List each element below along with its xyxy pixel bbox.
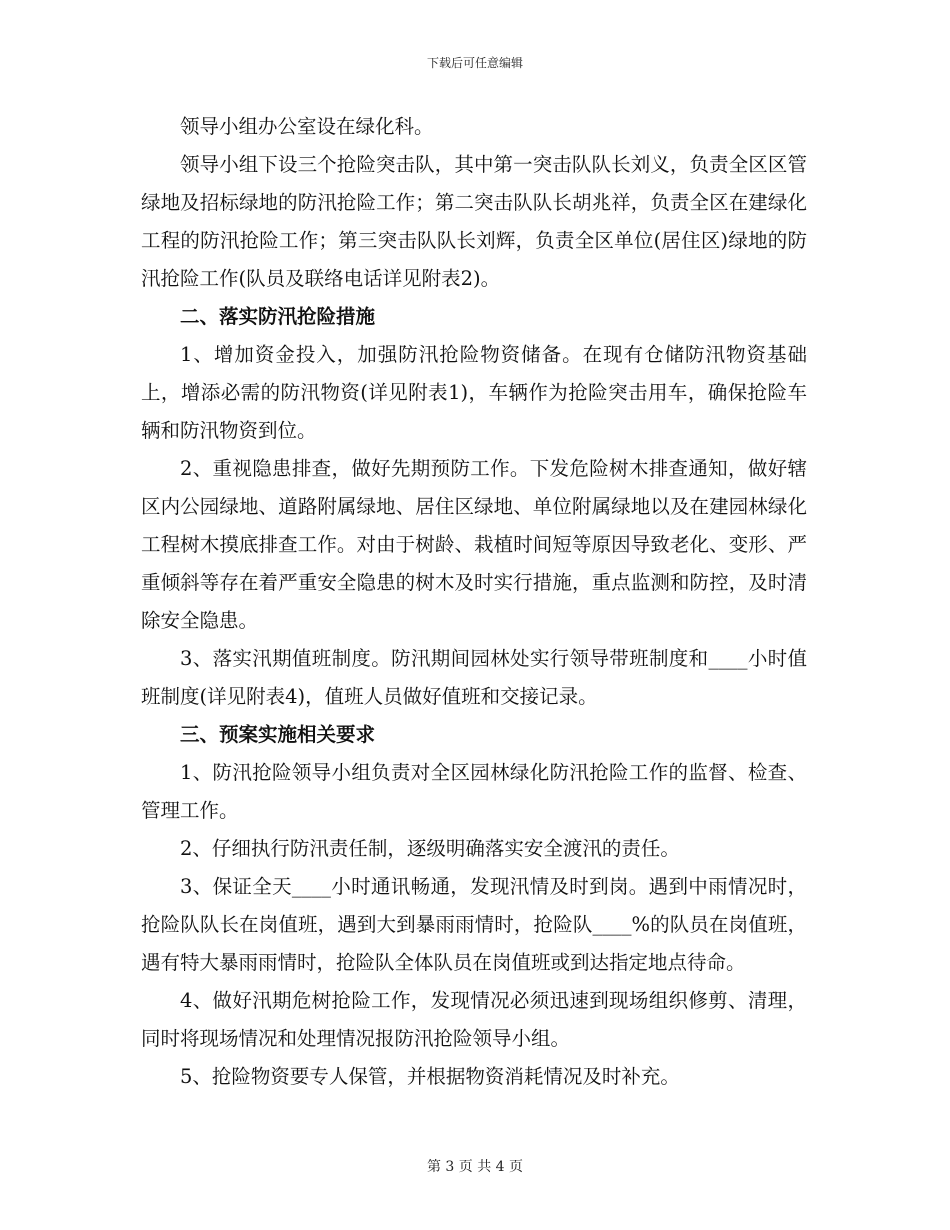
page-header: 下载后可任意编辑 bbox=[426, 56, 523, 70]
paragraph-requirement-3: 3、保证全天____小时通讯畅通，发现汛情及时到岗。遇到中雨情况时，抢险队队长在岗值班，遇到大到暴雨雨情时，抢险队____%的队员在岗值班，遇有特大暴雨雨情时，抢险队全体队员在岗值班或到达指定地点待命。 bbox=[141, 875, 807, 974]
section-heading-2: 二、落实防汛抢险措施 bbox=[180, 305, 376, 328]
section-heading-3: 三、预案实施相关要求 bbox=[180, 723, 376, 746]
paragraph-measure-3: 3、落实汛期值班制度。防汛期间园林处实行领导带班制度和____小时值班制度(详见附表4)，值班人员做好值班和交接记录。 bbox=[141, 647, 807, 708]
paragraph-measure-2: 2、重视隐患排查，做好先期预防工作。下发危险树木排查通知，做好辖区内公园绿地、道路附属绿地、居住区绿地、单位附属绿地以及在建园林绿化工程树木摸底排查工作。对由于树龄、栽植时间短等原因导致老化、变形、严重倾斜等存在着严重安全隐患的树木及时实行措施，重点监测和防控，及时清除安全隐患。 bbox=[141, 457, 807, 632]
paragraph-requirement-2: 2、仔细执行防汛责任制，逐级明确落实安全渡汛的责任。 bbox=[180, 837, 680, 860]
paragraph-requirement-5: 5、抢险物资要专人保管，并根据物资消耗情况及时补充。 bbox=[180, 1065, 680, 1088]
paragraph-teams: 领导小组下设三个抢险突击队，其中第一突击队队长刘义，负责全区区管绿地及招标绿地的防汛抢险工作；第二突击队队长胡兆祥，负责全区在建绿化工程的防汛抢险工作；第三突击队队长刘辉，负责全区单位(居住区)绿地的防汛抢险工作(队员及联络电话详见附表2)。 bbox=[141, 153, 807, 290]
page-footer: 第 3 页 共 4 页 bbox=[426, 1159, 524, 1175]
paragraph-office: 领导小组办公室设在绿化科。 bbox=[180, 115, 434, 138]
document-body bbox=[141, 108, 807, 1096]
paragraph-requirement-1: 1、防汛抢险领导小组负责对全区园林绿化防汛抢险工作的监督、检查、管理工作。 bbox=[141, 761, 807, 822]
paragraph-requirement-4: 4、做好汛期危树抢险工作，发现情况必须迅速到现场组织修剪、清理，同时将现场情况和处理情况报防汛抢险领导小组。 bbox=[141, 989, 807, 1050]
paragraph-measure-1: 1、增加资金投入，加强防汛抢险物资储备。在现有仓储防汛物资基础上，增添必需的防汛物资(详见附表1)，车辆作为抢险突击用车，确保抢险车辆和防汛物资到位。 bbox=[141, 343, 807, 442]
